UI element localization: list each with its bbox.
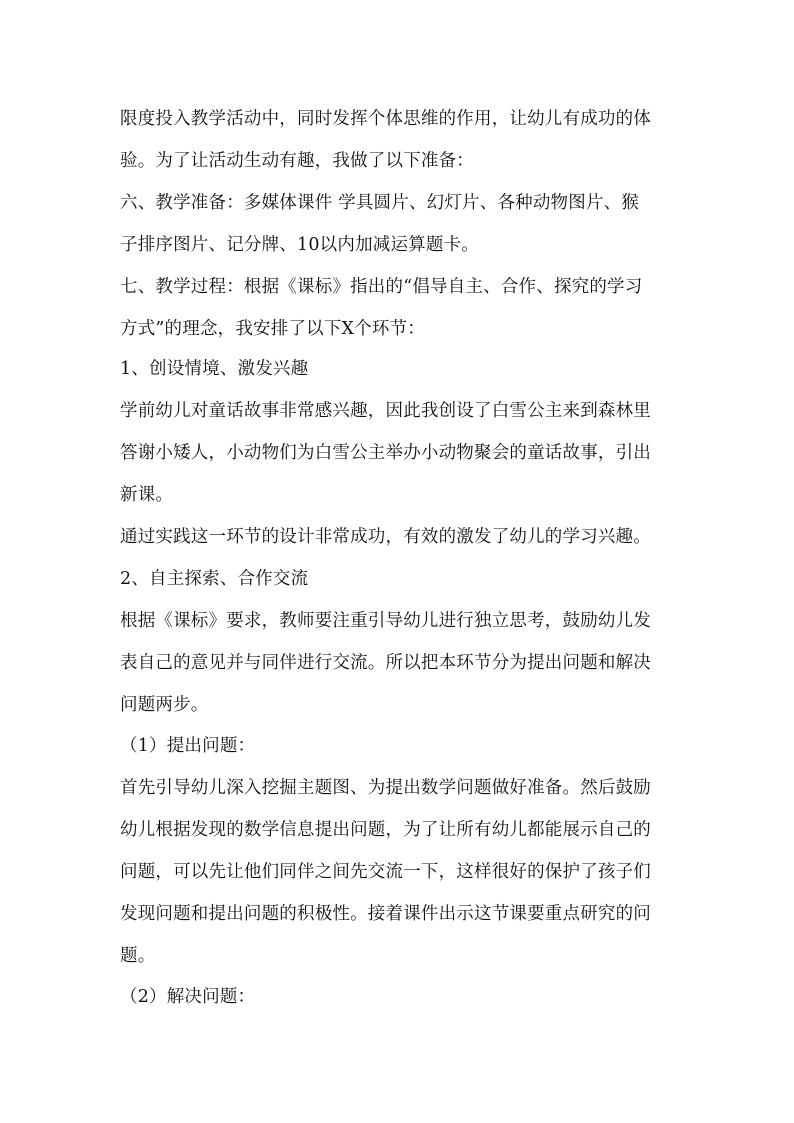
subsection-heading: （2）解决问题： <box>120 987 256 1007</box>
section-heading: 2、自主探索、合作交流 <box>120 569 309 589</box>
text-line: 验。为了让活动生动有趣，我做了以下准备： <box>120 151 474 171</box>
text-line: 新课。 <box>120 485 174 505</box>
text-line: 首先引导幼儿深入挖掘主题图、为提出数学问题做好准备。然后鼓励 <box>120 778 651 798</box>
text-line: 限度投入教学活动中，同时发挥个体思维的作用，让幼儿有成功的体 <box>120 109 651 129</box>
text-line: 发现问题和提出问题的积极性。接着课件出示这节课要重点研究的问 <box>120 904 651 924</box>
text-line: 问题两步。 <box>120 695 209 715</box>
text-line: 答谢小矮人，小动物们为白雪公主举办小动物聚会的童话故事，引出 <box>120 443 651 463</box>
text-line: 七、教学过程：根据《课标》指出的“倡导自主、合作、探究的学习 <box>120 277 643 297</box>
text-line: 通过实践这一环节的设计非常成功，有效的激发了幼儿的学习兴趣。 <box>120 527 651 547</box>
text-line: 幼儿根据发现的数学信息提出问题，为了让所有幼儿都能展示自己的 <box>120 820 651 840</box>
text-line: 问题，可以先让他们同伴之间先交流一下，这样很好的保护了孩子们 <box>120 862 651 882</box>
text-line: 子排序图片、记分牌、10以内加减运算题卡。 <box>120 235 479 255</box>
text-line: 根据《课标》要求，教师要注重引导幼儿进行独立思考，鼓励幼儿发 <box>120 611 651 631</box>
text-line: 方式”的理念，我安排了以下X个环节： <box>120 319 426 339</box>
text-line: 表自己的意见并与同伴进行交流。所以把本环节分为提出问题和解决 <box>120 653 651 673</box>
section-heading: 1、创设情境、激发兴趣 <box>120 359 309 379</box>
text-line: 学前幼儿对童话故事非常感兴趣，因此我创设了白雪公主来到森林里 <box>120 401 651 421</box>
subsection-heading: （1）提出问题： <box>120 736 256 756</box>
text-line: 六、教学准备：多媒体课件 学具圆片、幻灯片、各种动物图片、猴 <box>120 193 640 213</box>
text-line: 题。 <box>120 946 156 966</box>
